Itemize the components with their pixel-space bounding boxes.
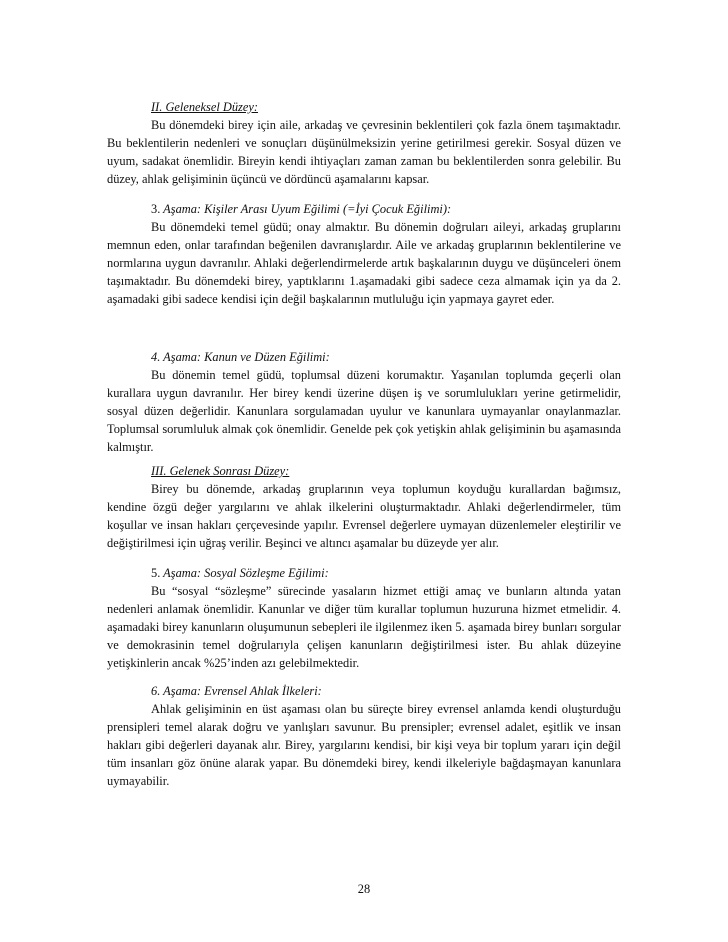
stage-paragraph: Bu dönemdeki temel güdü; onay almaktır. Bu dönemin doğruları aileyi, arkadaş gruplarını memnun eden, onlar tarafından beğenilen davranışlardır. Aile ve arkadaş gruplarının beklentilerine ve normlarına uygun davranılır. Ahlaki değerlendirmelerde artık başkalarının duygu ve düşünceleri önem taşımaktadır. Bu dönemdeki birey, yaptıklarını 1.aşamadaki gibi sadece ceza almamak için ya da 2. aşamadaki gibi sadece kendisi için değil başkalarının mutluluğu için yapmaya gayret eder.: [107, 220, 621, 306]
stage-number: 5.: [151, 566, 161, 580]
stage-paragraph: Bu “sosyal “sözleşme” sürecinde yasaların hizmet ettiği amaç ve bunların altında yatan nedenleri anlamak önemlidir. Kanunlar ve diğer tüm kurallar toplumun huzuruna hizmet etmelidir. 4. aşamadaki birey kanunların oluşumunun sebepleri ile ilgilenmez iken 5. aşamada birey bunları sorgular ve demokrasinin temel doğrularıyla çelişen kanunların değiştirilmesi ister. Bu ahlak düzeyine yetişkinlerin ancak %25’inden azı gelebilmektedir.: [107, 584, 621, 670]
stage-5: [107, 564, 621, 672]
stage-number: 3.: [151, 202, 161, 216]
stage-number: 4.: [151, 350, 161, 364]
section-heading: III. Gelenek Sonrası Düzey:: [151, 464, 290, 478]
section-post-conventional-level: [107, 462, 621, 552]
stage-6: [107, 682, 621, 790]
section-conventional-level: [107, 98, 621, 188]
stage-title: Aşama: Sosyal Sözleşme Eğilimi:: [163, 566, 329, 580]
page-number: 28: [357, 882, 371, 896]
stage-paragraph: Bu dönemin temel güdü, toplumsal düzeni korumaktır. Yaşanılan toplumda geçerli olan kurallara uygun davranılır. Her birey kendi üzerine düşen iş ve sorumlulukları yerine getirmelidir, sosyal düzen değerlidir. Kanunlara sorgulamadan uyulur ve kanunlara uymayanlar onaylanmazlar. Toplumsal sorumluluk almak çok önemlidir. Genelde pek çok yetişkin ahlak gelişiminin bu aşamasında kalmıştır.: [107, 368, 621, 454]
section-heading: II. Geleneksel Düzey:: [151, 100, 258, 114]
stage-title: Aşama: Kişiler Arası Uyum Eğilimi (=İyi Çocuk Eğilimi):: [163, 202, 452, 216]
stage-4: [107, 348, 621, 456]
section-paragraph: Birey bu dönemde, arkadaş gruplarının veya toplumun koyduğu kurallardan bağımsız, kendine özgü değer yargılarını ve ahlak ilkelerini oluşturmaktadır. Ahlaki değerlendirmeler, tüm koşullar ve insan hakları çerçevesinde yapılır. Evrensel değerlere uymayan düzenlemeler eleştirilir ve değiştirilmesi için uğraş verilir. Beşinci ve altıncı aşamalar bu düzeyde yer alır.: [107, 482, 621, 550]
stage-title: Aşama: Evrensel Ahlak İlkeleri:: [163, 684, 322, 698]
stage-paragraph: Ahlak gelişiminin en üst aşaması olan bu süreçte birey evrensel anlamda kendi oluşturduğu prensipleri temel alarak doğru ve yanlışları savunur. Bu prensipler; evrensel adalet, eşitlik ve insan hakları gibi değerleri dayanak alır. Birey, yargılarını kendisi, bir kişi veya bir toplum yararı için değil tüm insanları göz önüne alarak yapar. Bu dönemdeki birey, kendi ilkeleriyle bağdaşmayan kanunlara uymayabilir.: [107, 702, 621, 788]
stage-title: Aşama: Kanun ve Düzen Eğilimi:: [163, 350, 330, 364]
section-paragraph: Bu dönemdeki birey için aile, arkadaş ve çevresinin beklentileri çok fazla önem taşımaktadır. Bu beklentilerin nedenleri ve sonuçları düşünülmeksizin yerine getirilmesi gerekir. Sosyal düzen ve uyum, sadakat önemlidir. Bireyin kendi ihtiyaçları zaman zaman bu beklentilerden sonra gelebilir. Bu düzey, ahlak gelişiminin üçüncü ve dördüncü aşamalarını kapsar.: [107, 118, 621, 186]
stage-3: [107, 200, 621, 308]
stage-number: 6.: [151, 684, 161, 698]
